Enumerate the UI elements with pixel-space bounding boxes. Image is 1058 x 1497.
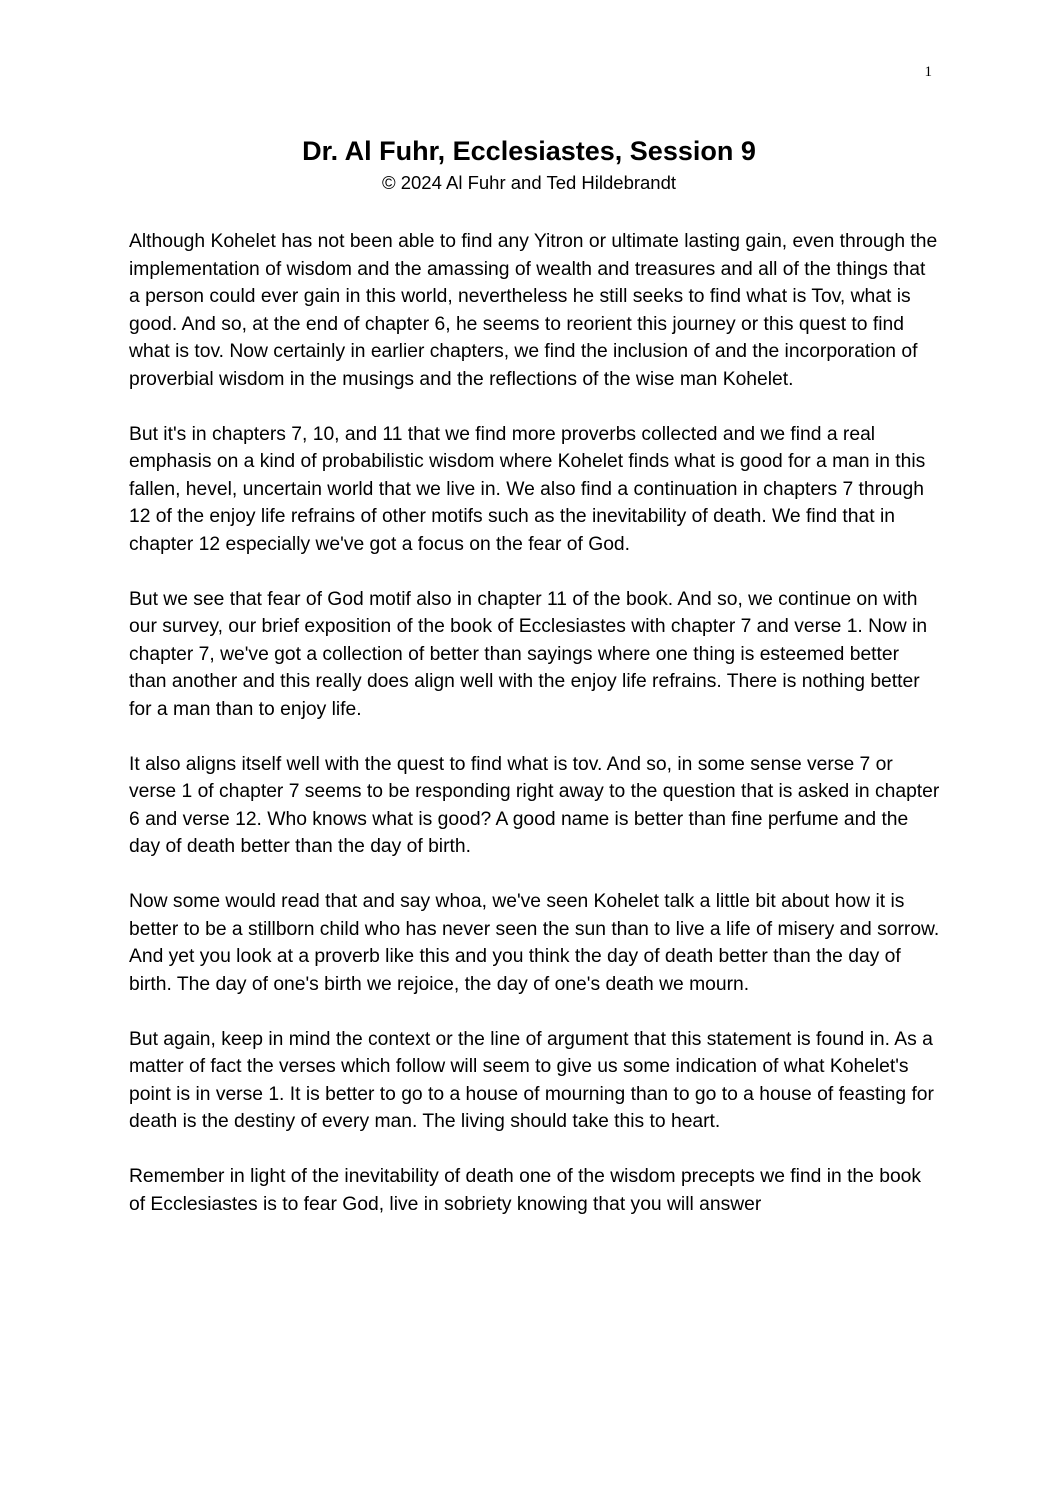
paragraph: It also aligns itself well with the quest to find what is tov. And so, in some sense verse 7 or verse 1 of chapter 7 seems to be responding right away to the question that is asked in chapter 6 and verse 12. Who knows what is good? A good name is better than fine perfume and the day of death better than the day of birth. bbox=[129, 753, 940, 857]
body-text bbox=[129, 228, 941, 1246]
paragraph: Remember in light of the inevitability of death one of the wisdom precepts we find in the book of Ecclesiastes is to fear God, live in sobriety knowing that you will answer bbox=[129, 1166, 922, 1215]
copyright-line: © 2024 Al Fuhr and Ted Hildebrandt bbox=[381, 172, 677, 193]
document-title: Dr. Al Fuhr, Ecclesiastes, Session 9 bbox=[302, 136, 756, 166]
paragraph: Now some would read that and say whoa, we've seen Kohelet talk a little bit about how it is better to be a stillborn child who has never seen the sun than to live a life of misery and sorrow. And yet you look at a proverb like this and you think the day of death better than the day of birth. The day of one's birth we rejoice, the day of one's death we mourn. bbox=[129, 891, 940, 995]
page-number: 1 bbox=[924, 64, 932, 80]
paragraph: But we see that fear of God motif also in chapter 11 of the book. And so, we continue on with our survey, our brief exposition of the book of Ecclesiastes with chapter 7 and verse 1. Now in chapter 7, we've got a collection of better than sayings where one thing is esteemed better than another and this really does align well with the enjoy life refrains. There is nothing better for a man than to enjoy life. bbox=[129, 588, 928, 720]
paragraph: But again, keep in mind the context or the line of argument that this statement is found in. As a matter of fact the verses which follow will seem to give us some indication of what Kohelet's point is in verse 1. It is better to go to a house of mourning than to go to a house of feasting for death is the destiny of every man. The living should take this to heart. bbox=[129, 1028, 934, 1132]
paragraph: But it's in chapters 7, 10, and 11 that we find more proverbs collected and we find a real emphasis on a kind of probabilistic wisdom where Kohelet finds what is good for a man in this fallen, hevel, uncertain world that we live in. We also find a continuation in chapters 7 through 12 of the enjoy life refrains of other motifs such as the inevitability of death. We find that in chapter 12 especially we've got a focus on the fear of God. bbox=[129, 423, 926, 555]
paragraph: Although Kohelet has not been able to find any Yitron or ultimate lasting gain, even through the implementation of wisdom and the amassing of wealth and treasures and all of the things that a person could ever gain in this world, nevertheless he still seeks to find what is Tov, what is good. And so, at the end of chapter 6, he seems to reorient this journey or this quest to find what is tov. Now certainly in earlier chapters, we find the inclusion of and the incorporation of proverbial wisdom in the musings and the reflections of the wise man Kohelet. bbox=[129, 231, 938, 390]
